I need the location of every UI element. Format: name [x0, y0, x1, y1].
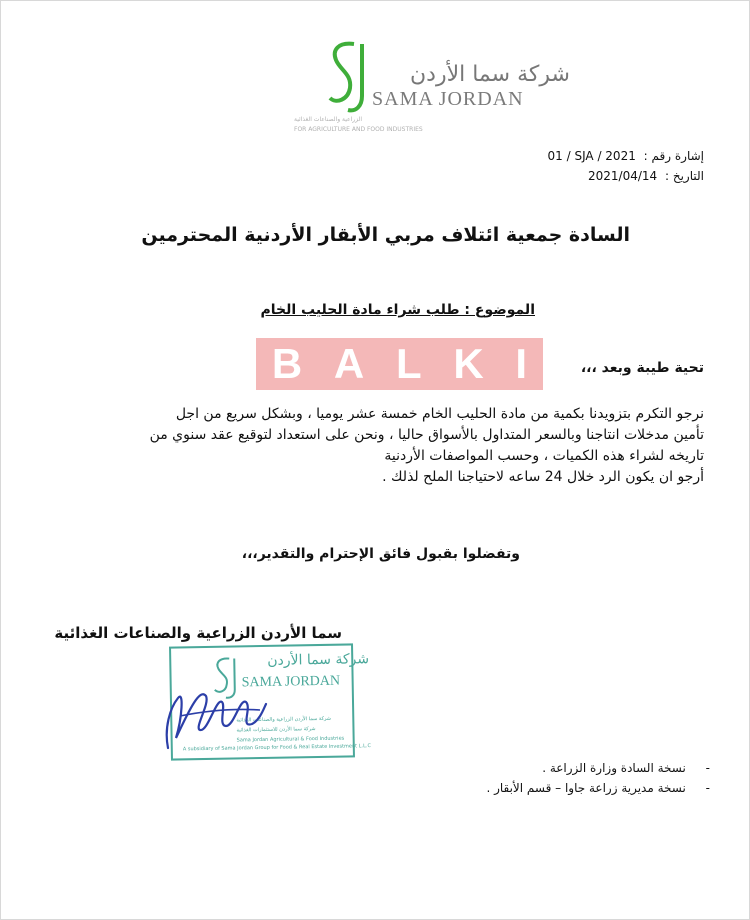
watermark-banner — [256, 338, 543, 390]
stamp-english-name: SAMA JORDAN — [241, 673, 341, 691]
logo-english-name: SAMA JORDAN — [372, 88, 524, 110]
stamp-text-line: شركة سما الأردن الزراعية والصناعات الغذائية — [236, 715, 331, 724]
company-logo — [292, 40, 570, 140]
copy-item — [486, 758, 710, 778]
logo-tagline-english: FOR AGRICULTURE AND FOOD INDUSTRIES — [294, 126, 423, 133]
watermark-letter: B — [271, 340, 303, 387]
letter-body — [150, 404, 704, 488]
body-line: نرجو التكرم بتزويدنا بكمية من مادة الحليب الخام خمسة عشر يوميا ، وبشكل سريع من اجل — [175, 406, 704, 422]
body-line: تاريخه لشراء هذه الكميات ، وحسب المواصفات الأردنية — [384, 448, 704, 464]
signatory-company: سما الأردن الزراعية والصناعات الغذائية — [54, 624, 342, 642]
stamp-text-line: شركة سما الأردن للاستثمارات الغذائية — [236, 726, 316, 734]
body-line: تأمين مدخلات انتاجنا وبالسعر المتداول بالأسواق حاليا ، ونحن على استعداد لتوقيع عقد سنوي من — [149, 427, 704, 443]
copy-text: نسخة مديرية زراعة جاوا – قسم الأبقار . — [486, 781, 686, 795]
addressee: السادة جمعية ائتلاف مربي الأبقار الأردنية المحترمين — [141, 224, 630, 246]
stamp-text-line: A subsidiary of Sama Jordan Group for Food & Real Estate Investment L.L.C — [182, 743, 371, 753]
watermark-letter: I — [515, 340, 528, 387]
watermark-letter: K — [453, 340, 484, 387]
reference-block — [548, 146, 704, 186]
closing-line: وتفضلوا بقبول فائق الإحترام والتقدير،،، — [241, 546, 520, 562]
reference-label: إشارة رقم : — [643, 149, 704, 163]
date-row — [548, 166, 704, 186]
watermark-letter: A — [333, 340, 365, 387]
stamp-arabic-name: شركة سما الأردن — [267, 651, 370, 669]
copy-text: نسخة السادة وزارة الزراعة . — [542, 761, 686, 775]
body-line: أرجو ان يكون الرد خلال 24 ساعه لاحتياجنا الملح لذلك . — [382, 469, 704, 485]
reference-value: 01 / SJA / 2021 — [547, 149, 636, 163]
copy-bullet: - — [705, 781, 710, 795]
subject-line: الموضوع : طلب شراء مادة الحليب الخام — [260, 302, 535, 318]
date-label: التاريخ : — [664, 169, 704, 183]
handwritten-signature — [160, 668, 270, 758]
date-value: 2021/04/14 — [587, 169, 658, 183]
greeting: تحية طيبة وبعد ،،، — [580, 360, 704, 376]
sj-monogram-icon — [328, 40, 370, 114]
logo-tagline-arabic: الزراعية والصناعات الغذائية — [294, 116, 362, 123]
watermark-letter: L — [395, 340, 422, 387]
stamp-text-line: Sama Jordan Agricultural & Food Industries — [236, 735, 345, 744]
logo-arabic-name: شركة سما الأردن — [410, 62, 570, 87]
reference-number-row — [548, 146, 704, 166]
copies-list — [486, 758, 710, 798]
copy-item — [486, 778, 710, 798]
copy-bullet: - — [705, 761, 710, 775]
